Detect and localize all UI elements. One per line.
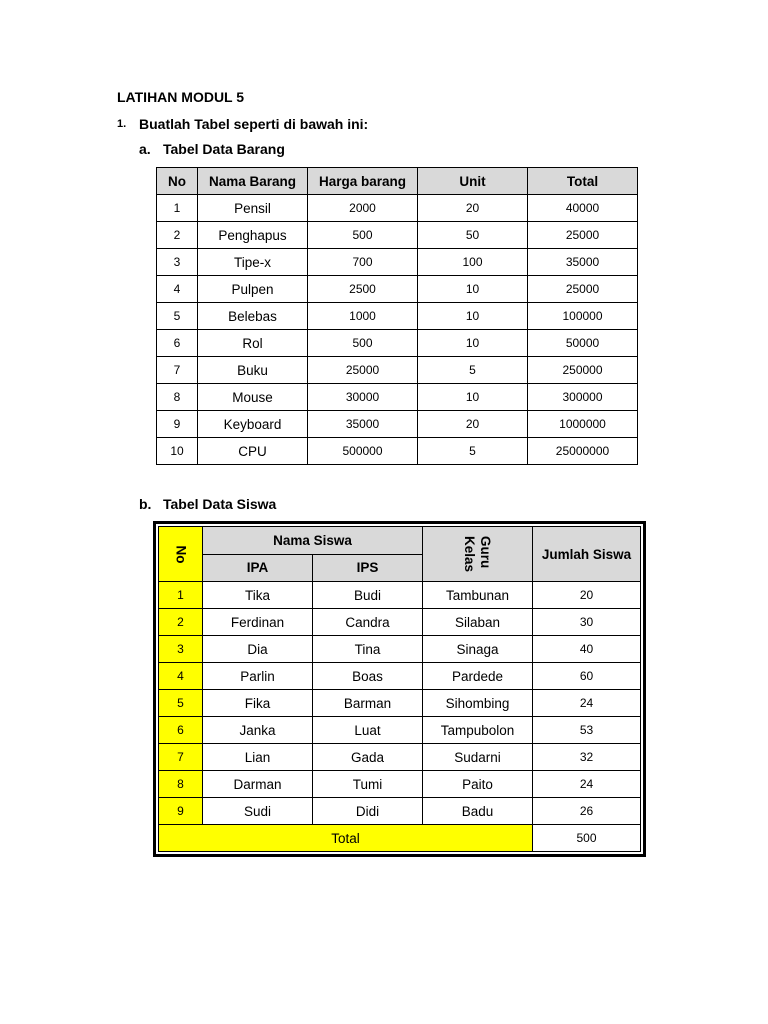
cell-unit: 20 xyxy=(418,195,528,222)
cell-guru-kelas: Silaban xyxy=(423,609,533,636)
cell-no: 1 xyxy=(159,582,203,609)
header-harga-barang: Harga barang xyxy=(308,168,418,195)
header-unit: Unit xyxy=(418,168,528,195)
table-header-row xyxy=(159,527,641,555)
cell-jumlah: 20 xyxy=(533,582,641,609)
cell-harga: 500 xyxy=(308,330,418,357)
cell-no: 7 xyxy=(157,357,198,384)
cell-ips: Tina xyxy=(313,636,423,663)
cell-ips: Barman xyxy=(313,690,423,717)
table-row xyxy=(157,222,638,249)
cell-ips: Tumi xyxy=(313,771,423,798)
cell-no: 5 xyxy=(157,303,198,330)
cell-unit: 10 xyxy=(418,384,528,411)
header-total: Total xyxy=(528,168,638,195)
cell-unit: 5 xyxy=(418,438,528,465)
header-jumlah-siswa: Jumlah Siswa xyxy=(533,527,641,582)
cell-nama: Pensil xyxy=(198,195,308,222)
cell-ipa: Darman xyxy=(203,771,313,798)
cell-guru-kelas: Tampubolon xyxy=(423,717,533,744)
cell-harga: 700 xyxy=(308,249,418,276)
cell-no: 9 xyxy=(159,798,203,825)
table-header-row xyxy=(157,168,638,195)
header-no xyxy=(159,527,203,582)
cell-guru-kelas: Tambunan xyxy=(423,582,533,609)
header-guru-kelas xyxy=(423,527,533,582)
table-row xyxy=(157,303,638,330)
cell-total: 25000 xyxy=(528,222,638,249)
cell-nama: Rol xyxy=(198,330,308,357)
cell-ipa: Sudi xyxy=(203,798,313,825)
cell-no: 3 xyxy=(157,249,198,276)
table-row xyxy=(159,771,641,798)
table-row xyxy=(157,357,638,384)
table-row xyxy=(159,744,641,771)
table-row xyxy=(159,636,641,663)
doc-title: LATIHAN MODUL 5 xyxy=(117,89,245,105)
table-row xyxy=(157,195,638,222)
cell-nama: Keyboard xyxy=(198,411,308,438)
cell-no: 5 xyxy=(159,690,203,717)
cell-unit: 10 xyxy=(418,303,528,330)
cell-no: 1 xyxy=(157,195,198,222)
cell-harga: 500000 xyxy=(308,438,418,465)
cell-total: 250000 xyxy=(528,357,638,384)
cell-jumlah: 32 xyxy=(533,744,641,771)
table-row xyxy=(157,330,638,357)
cell-no: 2 xyxy=(157,222,198,249)
cell-total: 35000 xyxy=(528,249,638,276)
cell-harga: 2000 xyxy=(308,195,418,222)
cell-total: 50000 xyxy=(528,330,638,357)
cell-guru-kelas: Badu xyxy=(423,798,533,825)
cell-harga: 500 xyxy=(308,222,418,249)
cell-jumlah: 24 xyxy=(533,690,641,717)
table-row xyxy=(159,582,641,609)
cell-ips: Gada xyxy=(313,744,423,771)
section-a-title: Tabel Data Barang xyxy=(163,141,285,157)
header-kelas: Kelas xyxy=(462,535,478,573)
cell-no: 7 xyxy=(159,744,203,771)
cell-nama: Penghapus xyxy=(198,222,308,249)
cell-ips: Budi xyxy=(313,582,423,609)
table-data-siswa xyxy=(158,526,641,852)
cell-unit: 10 xyxy=(418,276,528,303)
cell-unit: 100 xyxy=(418,249,528,276)
cell-ipa: Parlin xyxy=(203,663,313,690)
cell-nama: Pulpen xyxy=(198,276,308,303)
table-row xyxy=(159,798,641,825)
cell-no: 6 xyxy=(159,717,203,744)
q1-number: 1. xyxy=(117,118,127,130)
cell-total: 40000 xyxy=(528,195,638,222)
header-nama-barang: Nama Barang xyxy=(198,168,308,195)
table-row xyxy=(159,690,641,717)
table-row xyxy=(159,609,641,636)
cell-guru-kelas: Pardede xyxy=(423,663,533,690)
table-row xyxy=(157,411,638,438)
cell-no: 8 xyxy=(159,771,203,798)
cell-total: 300000 xyxy=(528,384,638,411)
total-label: Total xyxy=(159,825,533,852)
q1-text: Buatlah Tabel seperti di bawah ini: xyxy=(139,116,369,132)
cell-guru-kelas: Sudarni xyxy=(423,744,533,771)
cell-ipa: Janka xyxy=(203,717,313,744)
cell-nama: Tipe-x xyxy=(198,249,308,276)
cell-nama: Buku xyxy=(198,357,308,384)
cell-no: 4 xyxy=(159,663,203,690)
cell-guru-kelas: Sinaga xyxy=(423,636,533,663)
cell-nama: Belebas xyxy=(198,303,308,330)
cell-nama: Mouse xyxy=(198,384,308,411)
cell-no: 4 xyxy=(157,276,198,303)
table-data-barang xyxy=(156,167,638,465)
cell-jumlah: 30 xyxy=(533,609,641,636)
section-b-title: Tabel Data Siswa xyxy=(163,496,277,512)
cell-no: 3 xyxy=(159,636,203,663)
cell-harga: 35000 xyxy=(308,411,418,438)
cell-jumlah: 53 xyxy=(533,717,641,744)
cell-jumlah: 26 xyxy=(533,798,641,825)
table-data-siswa-frame xyxy=(153,521,646,857)
cell-jumlah: 24 xyxy=(533,771,641,798)
cell-total: 1000000 xyxy=(528,411,638,438)
cell-harga: 2500 xyxy=(308,276,418,303)
cell-no: 9 xyxy=(157,411,198,438)
table-row xyxy=(159,717,641,744)
cell-total: 25000 xyxy=(528,276,638,303)
cell-ipa: Ferdinan xyxy=(203,609,313,636)
cell-unit: 10 xyxy=(418,330,528,357)
section-b-number: b. xyxy=(139,496,152,512)
table-total-row xyxy=(159,825,641,852)
table-row xyxy=(157,249,638,276)
cell-jumlah: 60 xyxy=(533,663,641,690)
header-guru-kelas-label xyxy=(462,536,494,572)
header-guru: Guru xyxy=(478,535,494,569)
cell-total: 25000000 xyxy=(528,438,638,465)
header-nama-siswa: Nama Siswa xyxy=(203,527,423,555)
cell-guru-kelas: Paito xyxy=(423,771,533,798)
header-no-label: No xyxy=(173,545,188,563)
cell-ipa: Dia xyxy=(203,636,313,663)
cell-guru-kelas: Sihombing xyxy=(423,690,533,717)
cell-ips: Boas xyxy=(313,663,423,690)
cell-harga: 1000 xyxy=(308,303,418,330)
section-a-number: a. xyxy=(139,141,151,157)
table-row xyxy=(157,384,638,411)
cell-ipa: Fika xyxy=(203,690,313,717)
cell-ips: Candra xyxy=(313,609,423,636)
header-no: No xyxy=(157,168,198,195)
table-row xyxy=(157,276,638,303)
table-row xyxy=(157,438,638,465)
cell-ips: Luat xyxy=(313,717,423,744)
cell-ips: Didi xyxy=(313,798,423,825)
cell-unit: 50 xyxy=(418,222,528,249)
cell-no: 2 xyxy=(159,609,203,636)
cell-no: 6 xyxy=(157,330,198,357)
cell-harga: 25000 xyxy=(308,357,418,384)
cell-unit: 5 xyxy=(418,357,528,384)
cell-harga: 30000 xyxy=(308,384,418,411)
cell-no: 10 xyxy=(157,438,198,465)
cell-ipa: Lian xyxy=(203,744,313,771)
cell-no: 8 xyxy=(157,384,198,411)
total-value: 500 xyxy=(533,825,641,852)
cell-total: 100000 xyxy=(528,303,638,330)
table-row xyxy=(159,663,641,690)
cell-jumlah: 40 xyxy=(533,636,641,663)
header-ips: IPS xyxy=(313,554,423,582)
cell-ipa: Tika xyxy=(203,582,313,609)
cell-nama: CPU xyxy=(198,438,308,465)
cell-unit: 20 xyxy=(418,411,528,438)
header-ipa: IPA xyxy=(203,554,313,582)
